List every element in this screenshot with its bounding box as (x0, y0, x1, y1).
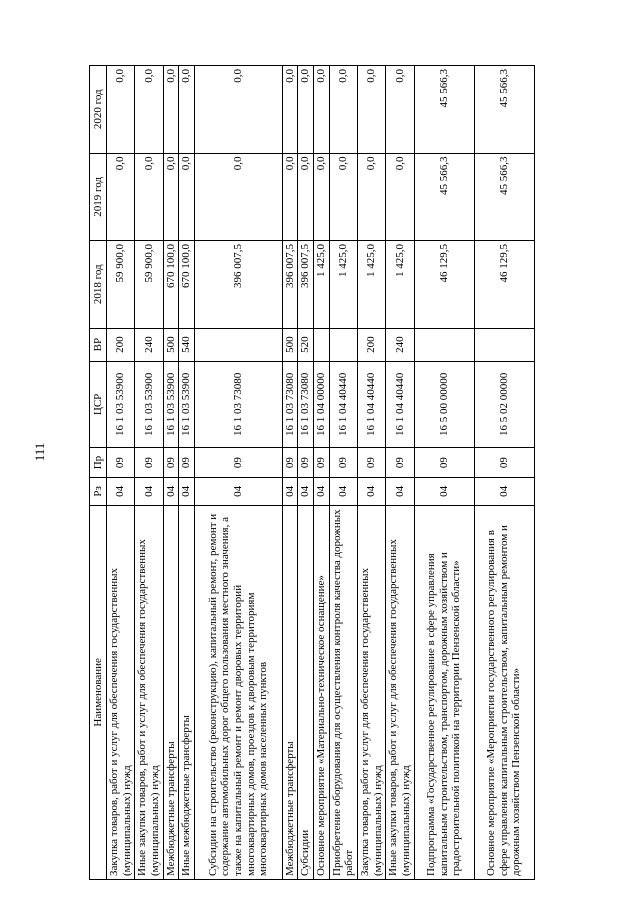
cell-2019: 0,0 (163, 153, 179, 240)
header-rz: Рз (90, 478, 107, 506)
cell-name: Закупка товаров, работ и услуг для обеспечения государственных (муниципальных) нужд (358, 505, 386, 879)
cell-pr: 09 (386, 448, 414, 478)
cell-2018: 1 425,0 (314, 241, 330, 328)
cell-pr: 09 (194, 448, 282, 478)
cell-2020: 0,0 (386, 66, 414, 154)
cell-2020: 0,0 (314, 66, 330, 154)
cell-csr: 16 1 03 53900 (135, 361, 163, 447)
cell-pr: 09 (107, 448, 135, 478)
header-2018: 2018 год (90, 241, 107, 328)
cell-rz: 04 (314, 478, 330, 506)
cell-2018: 670 100,0 (163, 241, 179, 328)
table-row (135, 66, 163, 880)
table-row (386, 66, 414, 880)
cell-2019: 0,0 (194, 153, 282, 240)
cell-vr: 500 (282, 328, 298, 361)
cell-2019: 0,0 (386, 153, 414, 240)
cell-rz: 04 (163, 478, 179, 506)
cell-rz: 04 (386, 478, 414, 506)
cell-csr: 16 1 04 40440 (358, 361, 386, 447)
cell-pr: 09 (414, 448, 474, 478)
cell-2019: 0,0 (107, 153, 135, 240)
cell-name: Основное мероприятие «Материально-техническое оснащение» (314, 505, 330, 879)
table-header-row (90, 66, 107, 880)
cell-rz: 04 (329, 478, 357, 506)
cell-2020: 0,0 (194, 66, 282, 154)
cell-pr: 09 (329, 448, 357, 478)
cell-csr: 16 1 03 73080 (194, 361, 282, 447)
cell-vr: 240 (386, 328, 414, 361)
cell-name: Субсидии (298, 505, 314, 879)
budget-table (89, 65, 535, 880)
cell-2019: 0,0 (298, 153, 314, 240)
cell-csr: 16 1 03 73080 (282, 361, 298, 447)
cell-name: Закупка товаров, работ и услуг для обеспечения государственных (муниципальных) нужд (107, 505, 135, 879)
cell-2020: 0,0 (163, 66, 179, 154)
header-csr: ЦСР (90, 361, 107, 447)
cell-2019: 0,0 (314, 153, 330, 240)
cell-pr: 09 (163, 448, 179, 478)
table-row (179, 66, 195, 880)
table-row (107, 66, 135, 880)
header-2020: 2020 год (90, 66, 107, 154)
cell-vr: 240 (135, 328, 163, 361)
cell-csr: 16 1 04 40440 (329, 361, 357, 447)
cell-csr: 16 1 04 40440 (386, 361, 414, 447)
budget-table-container (89, 65, 552, 880)
cell-2018: 46 129,5 (414, 241, 474, 328)
cell-2018: 1 425,0 (329, 241, 357, 328)
table-row (474, 66, 534, 880)
cell-pr: 09 (135, 448, 163, 478)
cell-2019: 0,0 (135, 153, 163, 240)
cell-rz: 04 (194, 478, 282, 506)
cell-rz: 04 (298, 478, 314, 506)
cell-csr: 16 1 04 00000 (314, 361, 330, 447)
page-number: 111 (32, 442, 47, 462)
cell-name: Иные межбюджетные трансферты (179, 505, 195, 879)
cell-rz: 04 (414, 478, 474, 506)
table-row (314, 66, 330, 880)
table-row (163, 66, 179, 880)
cell-2018: 396 007,5 (298, 241, 314, 328)
cell-vr (329, 328, 357, 361)
cell-pr: 09 (358, 448, 386, 478)
cell-vr (414, 328, 474, 361)
cell-rz: 04 (474, 478, 534, 506)
cell-name: Подпрограмма «Государственное регулирование в сфере управления капитальным строительством, транспортом, дорожным хозяйством и градостроительной политикой на территории Пензенской области» (414, 505, 474, 879)
cell-vr (314, 328, 330, 361)
cell-rz: 04 (358, 478, 386, 506)
cell-2020: 0,0 (329, 66, 357, 154)
cell-name: Субсидии на строительство (реконструкцию), капитальный ремонт, ремонт и содержание автомобильных дорог общего пользования местного значения, а также на капитальный ремонт и ремонт дворовых территорий многоквартирных домов, проездов к дворовым территориям многоквартирных домов населенных пунктов (194, 505, 282, 879)
cell-2018: 1 425,0 (358, 241, 386, 328)
cell-name: Основное мероприятие «Мероприятия государственного регулирования в сфере управления капитальным строительством, капитальным ремонтом и дорожным хозяйством Пензенской области» (474, 505, 534, 879)
cell-csr: 16 5 00 00000 (414, 361, 474, 447)
header-2019: 2019 год (90, 153, 107, 240)
cell-2018: 46 129,5 (474, 241, 534, 328)
cell-name: Межбюджетные трансферты (282, 505, 298, 879)
cell-csr: 16 1 03 53900 (163, 361, 179, 447)
cell-2019: 45 566,3 (474, 153, 534, 240)
cell-vr: 540 (179, 328, 195, 361)
cell-2018: 396 007,5 (282, 241, 298, 328)
cell-pr: 09 (282, 448, 298, 478)
cell-2020: 45 566,3 (474, 66, 534, 154)
header-pr: Пр (90, 448, 107, 478)
cell-name: Иные закупки товаров, работ и услуг для обеспечения государственных (муниципальных) нужд (386, 505, 414, 879)
cell-2018: 59 900,0 (107, 241, 135, 328)
cell-vr: 200 (358, 328, 386, 361)
table-body (107, 66, 535, 880)
cell-pr: 09 (314, 448, 330, 478)
cell-pr: 09 (179, 448, 195, 478)
cell-2018: 396 007,5 (194, 241, 282, 328)
cell-pr: 09 (474, 448, 534, 478)
cell-rz: 04 (135, 478, 163, 506)
cell-2020: 0,0 (282, 66, 298, 154)
cell-vr: 520 (298, 328, 314, 361)
cell-2020: 0,0 (107, 66, 135, 154)
cell-2018: 1 425,0 (386, 241, 414, 328)
table-row (282, 66, 298, 880)
cell-2019: 45 566,3 (414, 153, 474, 240)
cell-pr: 09 (298, 448, 314, 478)
cell-2020: 0,0 (358, 66, 386, 154)
cell-csr: 16 1 03 53900 (179, 361, 195, 447)
cell-rz: 04 (282, 478, 298, 506)
cell-2020: 0,0 (298, 66, 314, 154)
cell-2019: 0,0 (358, 153, 386, 240)
cell-csr: 16 1 03 53900 (107, 361, 135, 447)
cell-2020: 0,0 (135, 66, 163, 154)
cell-vr: 200 (107, 328, 135, 361)
cell-2019: 0,0 (282, 153, 298, 240)
cell-name: Приобретение оборудования для осуществления контроля качества дорожных работ (329, 505, 357, 879)
cell-name: Межбюджетные трансферты (163, 505, 179, 879)
cell-2020: 45 566,3 (414, 66, 474, 154)
cell-csr: 16 1 03 73080 (298, 361, 314, 447)
cell-2019: 0,0 (179, 153, 195, 240)
cell-2018: 59 900,0 (135, 241, 163, 328)
table-row (298, 66, 314, 880)
cell-rz: 04 (107, 478, 135, 506)
header-vr: ВР (90, 328, 107, 361)
cell-vr (474, 328, 534, 361)
cell-2018: 670 100,0 (179, 241, 195, 328)
header-name: Наименование (90, 505, 107, 879)
table-row (329, 66, 357, 880)
cell-rz: 04 (179, 478, 195, 506)
table-row (414, 66, 474, 880)
cell-vr: 500 (163, 328, 179, 361)
cell-2019: 0,0 (329, 153, 357, 240)
cell-name: Иные закупки товаров, работ и услуг для обеспечения государственных (муниципальных) нужд (135, 505, 163, 879)
table-row (194, 66, 282, 880)
table-row (358, 66, 386, 880)
cell-csr: 16 5 02 00000 (474, 361, 534, 447)
cell-vr (194, 328, 282, 361)
cell-2020: 0,0 (179, 66, 195, 154)
